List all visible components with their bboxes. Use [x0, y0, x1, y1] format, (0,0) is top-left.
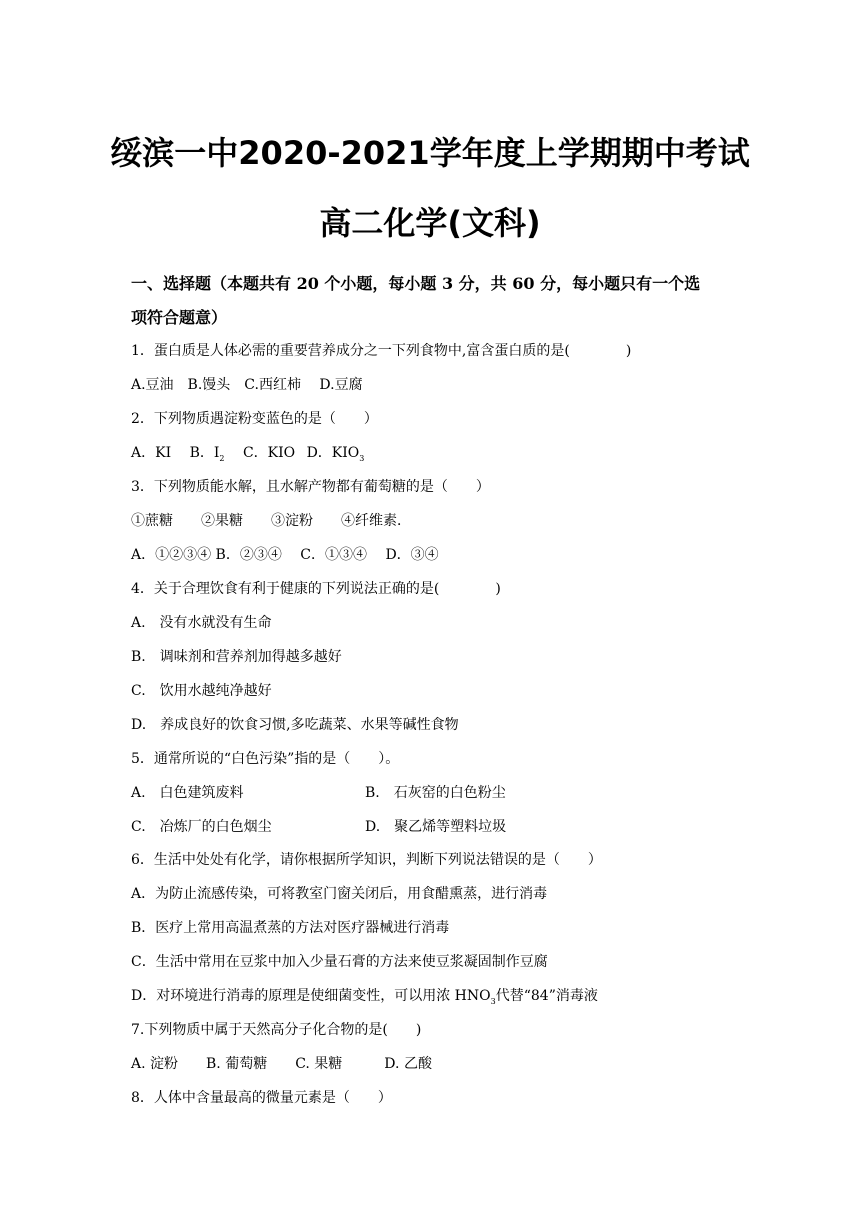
section-heading	[131, 267, 741, 335]
exam-title: 绥滨一中2020-2021学年度上学期期中考试	[110, 134, 750, 172]
question-3-options: A．①②③④ B．②③④ C．①③④ D．③④	[131, 547, 439, 563]
question-2-option-b: B．$I_2$	[189, 445, 225, 463]
question-5-option-c: C. 冶炼厂的白色烟尘	[131, 819, 272, 835]
question-2-stem: 2．下列物质遇淀粉变蓝色的是（ ）	[131, 411, 378, 427]
question-3-items: ①蔗糖 ②果糖 ③淀粉 ④纤维素．	[131, 513, 411, 529]
question-7-options: A. 淀粉 B. 葡萄糖 C. 果糖 D. 乙酸	[131, 1056, 432, 1072]
question-1-options: A.豆油 B.馒头 C.西红柿 D.豆腐	[131, 377, 363, 393]
question-6-option-b: B．医疗上常用高温煮蒸的方法对医疗器械进行消毒	[131, 920, 450, 936]
question-2-option-a: A．KI	[131, 445, 172, 461]
question-5-stem: 5．通常所说的“白色污染”指的是（ ）。	[131, 751, 400, 767]
question-1-stem: 1．蛋白质是人体必需的重要营养成分之一下列食物中,富含蛋白质的是( )	[131, 343, 632, 359]
section-heading-line2: 项符合题意）	[131, 308, 228, 327]
question-2-option-d: D．$KIO_3$	[306, 445, 365, 463]
question-4-stem: 4．关于合理饮食有利于健康的下列说法正确的是( )	[131, 581, 501, 597]
question-6-stem: 6．生活中处处有化学，请你根据所学知识，判断下列说法错误的是（ ）	[131, 852, 602, 868]
question-2-options	[131, 443, 364, 463]
question-5-option-a: A. 白色建筑废料	[131, 785, 244, 801]
question-5-option-d: D. 聚乙烯等塑料垃圾	[365, 819, 507, 835]
question-6-option-c: C．生活中常用在豆浆中加入少量石膏的方法来使豆浆凝固制作豆腐	[131, 954, 548, 970]
question-6-option-d: D．对环境进行消毒的原理是使细菌变性，可以用浓 $HNO_3$代替“84”消毒液	[131, 988, 598, 1006]
question-6-option-a: A．为防止流感传染，可将教室门窗关闭后，用食醋熏蒸，进行消毒	[131, 886, 548, 902]
exam-subtitle: 高二化学(文科)	[319, 204, 541, 242]
question-8-stem: 8．人体中含量最高的微量元素是（ ）	[131, 1090, 392, 1106]
question-5-option-b: B. 石灰窑的白色粉尘	[365, 785, 506, 801]
section-heading-line1: 一、选择题（本题共有 20 个小题，每小题 3 分，共 60 分，每小题只有一个选	[131, 274, 701, 293]
question-2-option-c: C．KIO	[242, 445, 296, 461]
question-4-option-c: C. 饮用水越纯净越好	[131, 683, 272, 699]
question-4-option-b: B. 调味剂和营养剂加得越多越好	[131, 649, 342, 665]
question-4-option-a: A. 没有水就没有生命	[131, 615, 272, 631]
question-4-option-d: D. 养成良好的饮食习惯,多吃蔬菜、水果等碱性食物	[131, 717, 459, 733]
question-7-stem: 7.下列物质中属于天然高分子化合物的是( )	[131, 1022, 422, 1038]
question-3-stem: 3．下列物质能水解，且水解产物都有葡萄糖的是（ ）	[131, 479, 490, 495]
